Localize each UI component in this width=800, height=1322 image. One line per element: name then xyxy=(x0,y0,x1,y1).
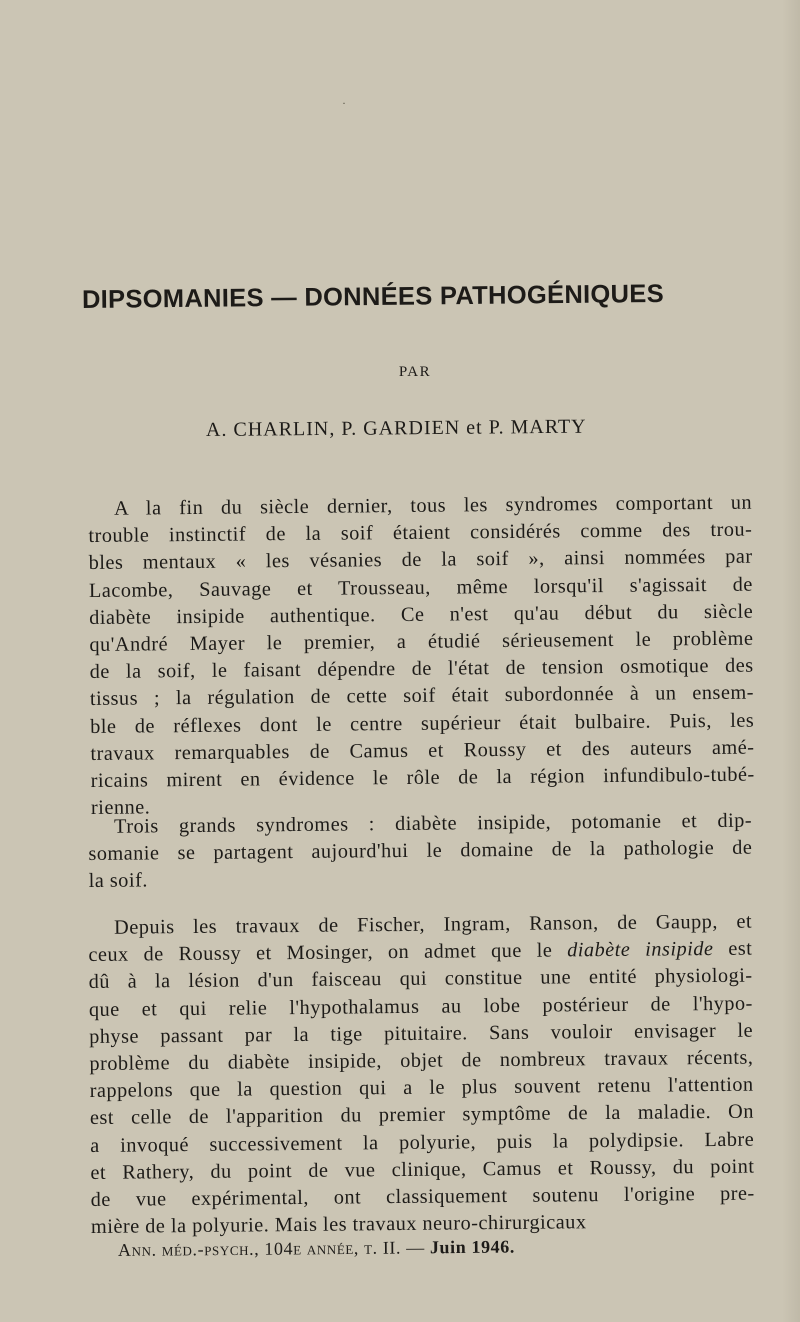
text-segment: est xyxy=(713,937,753,961)
text-line: ricains mirent en évidence le rôle de la région infundibulo-tubé- xyxy=(90,763,755,793)
text-line: Trois grands syndromes : diabète insipide, potomanie et dip- xyxy=(114,809,753,838)
text-line: qu'André Mayer le premier, a étudié sérieusement le problème xyxy=(89,627,754,657)
text-line: a invoqué successivement la polyurie, puis la polydipsie. Labre xyxy=(90,1128,755,1157)
text-line: de vue expérimental, ont classiquement soutenu l'origine pre- xyxy=(90,1182,755,1212)
article-authors: A. CHARLIN, P. GARDIEN et P. MARTY xyxy=(205,415,587,441)
text-line: Depuis les travaux de Fischer, Ingram, Ranson, de Gaupp, et xyxy=(114,910,753,939)
text-line: ble de réflexes dont le centre supérieur était bulbaire. Puis, les xyxy=(90,709,755,738)
journal-volume: 104e année, t. II. xyxy=(264,1237,402,1259)
page-footer xyxy=(118,1237,515,1261)
text-segment: ceux de Roussy et Mosinger, on admet que le xyxy=(88,939,568,967)
text-line: et Rathery, du point de vue clinique, Camus et Roussy, du point xyxy=(90,1155,755,1184)
speck-mark: · xyxy=(342,96,346,110)
article-title: DIPSOMANIES — DONNÉES PATHOGÉNIQUES xyxy=(81,279,665,314)
italic-term: diabète insipide xyxy=(567,938,714,962)
text-line: est celle de l'apparition du premier symptôme de la maladie. On xyxy=(89,1101,755,1130)
text-line: dû à la lésion d'un faisceau qui constitue une entité physiologi- xyxy=(88,965,753,994)
by-label: PAR xyxy=(398,364,432,380)
text-line: mière de la polyurie. Mais les travaux neuro-chirurgicaux xyxy=(90,1211,587,1239)
text-line: la soif. xyxy=(88,869,148,893)
text-line: de la soif, le faisant dépendre de l'état de tension osmotique des xyxy=(89,654,754,684)
text-line: travaux remarquables de Camus et Roussy et des auteurs amé- xyxy=(90,736,755,765)
journal-date: Juin 1946. xyxy=(429,1236,516,1258)
paragraph-3 xyxy=(88,909,755,1242)
text-line: trouble instinctif de la soif étaient considérés comme des trou- xyxy=(88,518,753,548)
text-line: diabète insipide authentique. Ce n'est qu'au début du siècle xyxy=(89,600,754,629)
text-line: physe passant par la tige pituitaire. Sans vouloir envisager le xyxy=(89,1019,754,1048)
text-line: bles mentaux « les vésanies de la soif », ainsi nommées par xyxy=(88,546,753,575)
text-line: rienne. xyxy=(90,796,151,820)
text-line: que et qui relie l'hypothalamus au lobe postérieur de l'hypo- xyxy=(88,992,753,1021)
text-line: somanie se partagent aujourd'hui le domaine de la pathologie de xyxy=(88,836,753,866)
paragraph-1 xyxy=(88,490,755,823)
text-line: A la fin du siècle dernier, tous les syndromes comportant un xyxy=(114,491,753,520)
text-line: problème du diabète insipide, objet de nombreux travaux récents, xyxy=(89,1046,754,1076)
text-line: rappelons que la question qui a le plus souvent retenu l'attention xyxy=(89,1073,754,1103)
footer-dash: — xyxy=(406,1237,425,1258)
text-line: Lacombe, Sauvage et Trousseau, même lorsqu'il s'agissait de xyxy=(88,573,753,602)
paragraph-2 xyxy=(88,808,753,896)
text-line: tissus ; la régulation de cette soif était subordonnée à un ensem- xyxy=(89,682,755,711)
journal-name: Ann. méd.-psych., xyxy=(117,1238,260,1260)
